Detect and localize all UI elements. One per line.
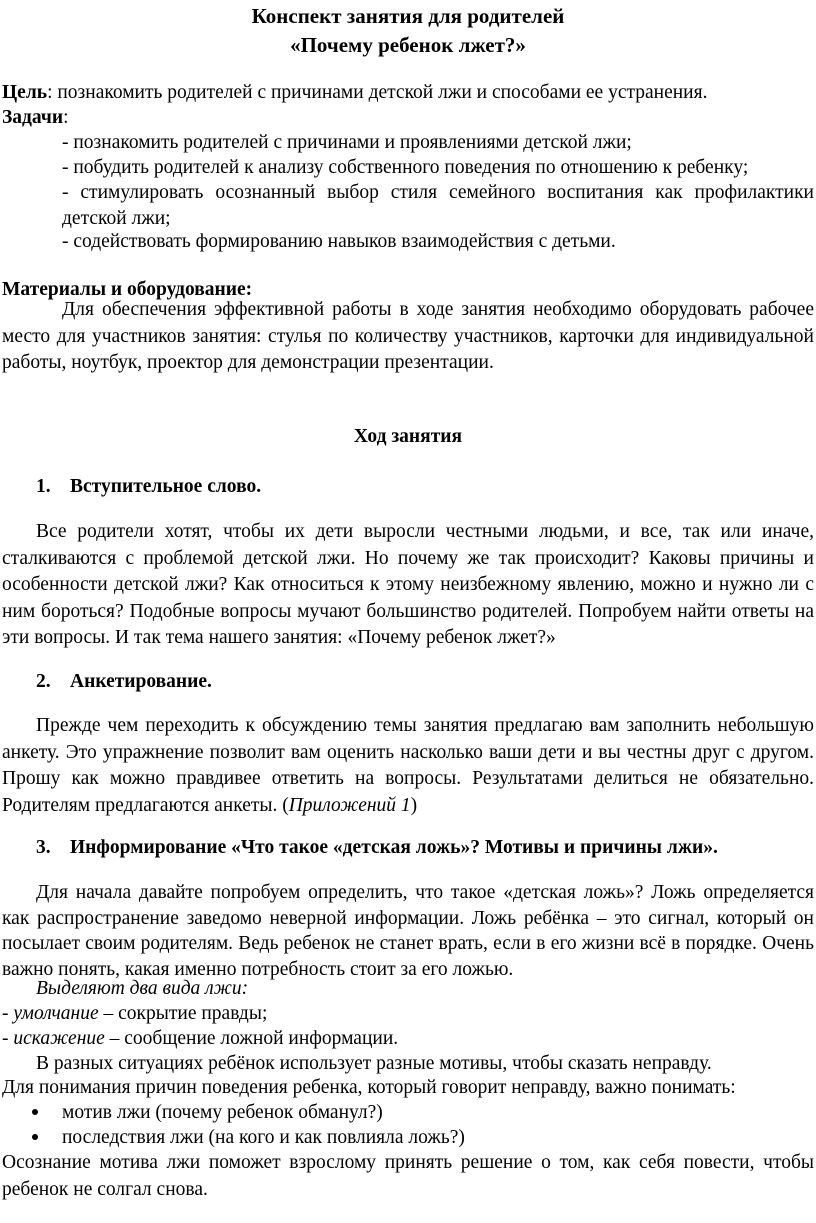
document-title-line2: «Почему ребенок лжет?» <box>290 33 526 57</box>
section3-paragraph: Для начала давайте попробуем определить, что такое «детская ложь»? Ложь определяется как распространение заведомо неверной информации. Ложь ребёнка – это сигнал, который он посылает своим родителям. Ведь ребенок не станет врать, если в его жизни всё в порядке. Очень важно понять, какая именно потребность стоит за его ложью. <box>2 882 814 980</box>
lie-type-definition: – сокрытие правды; <box>98 1003 268 1024</box>
section2-text: Прежде чем переходить к обсуждению темы занятия предлагаю вам заполнить небольшую анкету. Это упражнение позволит вам оценить насколько ваши дети и вы честны друг с другом. Прошу как можно правдивее ответить на вопросы. Результатами делиться не обязательно. Родителям предлагаются анкеты. ( <box>2 715 814 816</box>
section1-heading: Вступительное слово. <box>70 476 262 497</box>
task-item: - побудить родителей к анализу собственного поведения по отношению к ребенку; <box>62 157 749 178</box>
course-heading: Ход занятия <box>353 426 463 447</box>
appendix-reference: Приложений 1 <box>288 794 411 816</box>
conclusion-line1: Осознание мотива лжи поможет взрослому принять решение о том, как себя повести, чтобы <box>2 1152 814 1173</box>
bullet-item: последствия лжи (на кого и как повлияла ложь?) <box>62 1127 465 1148</box>
tasks-colon: : <box>63 107 69 128</box>
section1-paragraph: Все родители хотят, чтобы их дети выросли честными людьми, и все, так или иначе, сталкиваются с проблемой детской лжи. Но почему же так происходит? Каковы причины и особенности детской лжи? Как относиться к этому неизбежному явлению, можно и нужно ли с ним бороться? Подобные вопросы мучают большинство родителей. Попробуем найти ответы на эти вопросы. И так тема нашего занятия: «Почему ребенок лжет?» <box>2 521 814 648</box>
task-item: - стимулировать осознанный выбор стиля семейного воспитания как профилактики детской лжи; <box>62 182 814 229</box>
goal-line <box>2 80 707 106</box>
task-item: - познакомить родителей с причинами и проявлениями детской лжи; <box>62 132 632 153</box>
motives-line: В разных ситуациях ребёнок использует разные мотивы, чтобы сказать неправду. <box>36 1053 712 1074</box>
task-item: - содействовать формированию навыков взаимодействия с детьми. <box>62 231 616 252</box>
bullet-icon <box>32 1134 38 1140</box>
section1-number: 1. <box>36 476 51 497</box>
understanding-line: Для понимания причин поведения ребенка, который говорит неправду, важно понимать: <box>2 1077 736 1098</box>
section2-close: ) <box>410 794 418 816</box>
materials-heading: Материалы и оборудование: <box>2 279 253 300</box>
lie-type-item <box>2 1026 398 1052</box>
lie-types-heading: Выделяют два вида лжи: <box>36 978 249 999</box>
lie-type-item <box>2 1001 267 1027</box>
tasks-heading <box>2 105 69 131</box>
section2-paragraph <box>2 713 814 819</box>
section3-number: 3. <box>36 837 51 858</box>
materials-paragraph: Для обеспечения эффективной работы в ходе занятия необходимо оборудовать рабочее место для участников занятия: стулья по количеству участников, карточки для индивидуальной работы, ноутбук, проектор для демонстрации презентации. <box>2 299 814 373</box>
bullet-item: мотив лжи (почему ребенок обманул?) <box>62 1102 383 1123</box>
lie-type-dash: - <box>2 1028 14 1049</box>
bullet-icon <box>32 1109 38 1115</box>
goal-label: Цель <box>2 82 48 103</box>
lie-type-term: умолчание <box>13 1003 99 1024</box>
document-title-line1: Конспект занятия для родителей <box>251 4 565 28</box>
conclusion-line2: ребенок не солгал снова. <box>2 1179 208 1200</box>
section3-heading: Информирование «Что такое «детская ложь»? Мотивы и причины лжи». <box>70 837 718 858</box>
lie-type-term: искажение <box>13 1028 105 1049</box>
lie-type-dash: - <box>2 1003 14 1024</box>
lie-type-definition: – сообщение ложной информации. <box>104 1028 399 1049</box>
goal-text: : познакомить родителей с причинами детской лжи и способами ее устранения. <box>47 82 708 103</box>
section2-number: 2. <box>36 671 51 692</box>
section2-heading: Анкетирование. <box>70 671 212 692</box>
tasks-label: Задачи <box>2 107 64 128</box>
